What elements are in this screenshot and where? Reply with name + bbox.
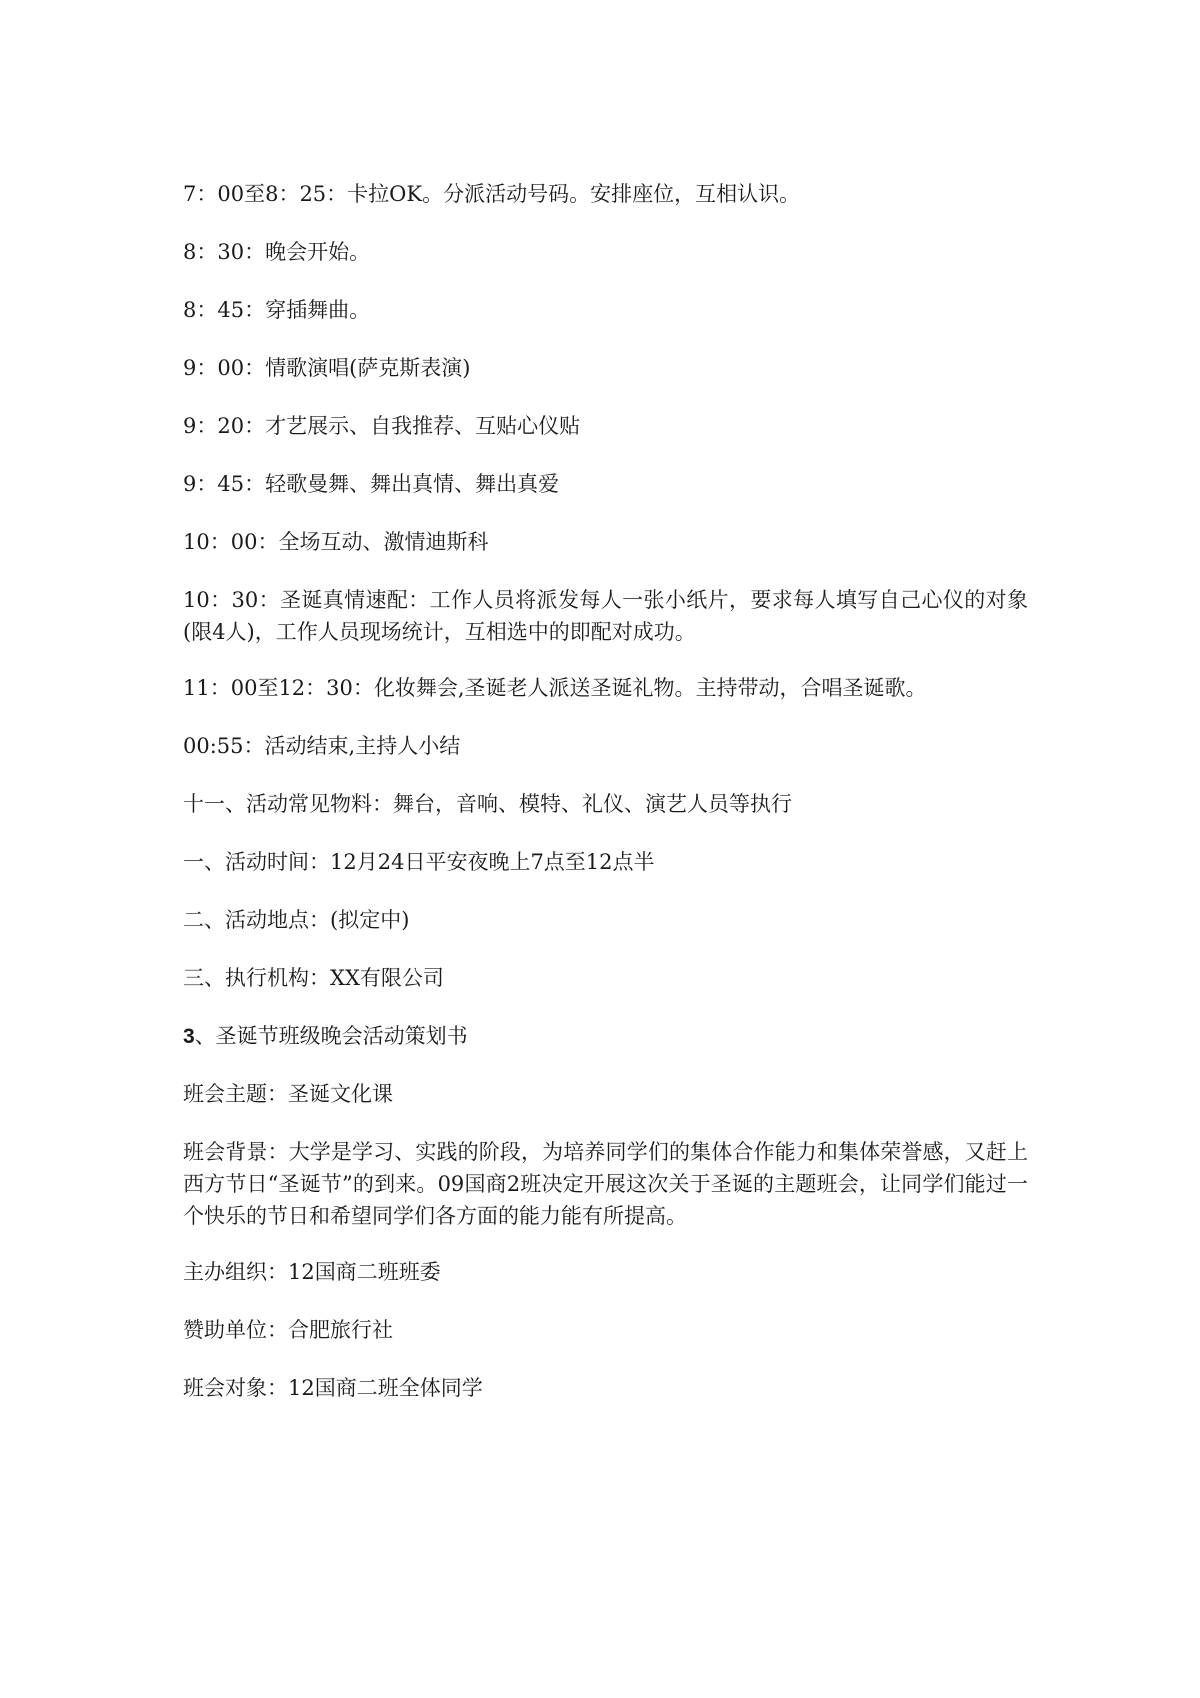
section-heading xyxy=(183,1020,1028,1053)
schedule-line-0830: 8：30：晚会开始。 xyxy=(183,240,371,264)
schedule-line-0700: 7：00至8：25：卡拉OK。分派活动号码。安排座位，互相认识。 xyxy=(183,182,801,206)
schedule-line-0055: 00:55：活动结束,主持人小结 xyxy=(183,734,461,758)
class-meeting-theme: 班会主题：圣诞文化课 xyxy=(183,1082,393,1106)
sponsor-line: 赞助单位：合肥旅行社 xyxy=(183,1318,393,1342)
section-title: 、圣诞节班级晚会活动策划书 xyxy=(194,1024,468,1048)
schedule-line-0845: 8：45：穿插舞曲。 xyxy=(183,298,371,322)
class-meeting-background: 班会背景：大学是学习、实践的阶段，为培养同学们的集体合作能力和集体荣誉感，又赶上西方节日“圣诞节”的到来。09国商2班决定开展这次关于圣诞的主题班会，让同学们能过一个快乐的节日和希望同学们各方面的能力能有所提高。 xyxy=(183,1140,1028,1228)
schedule-line-0945: 9：45：轻歌曼舞、舞出真情、舞出真爱 xyxy=(183,472,560,496)
schedule-line-0900: 9：00：情歌演唱(萨克斯表演) xyxy=(183,356,471,380)
schedule-line-0920: 9：20：才艺展示、自我推荐、互贴心仪贴 xyxy=(183,414,581,438)
schedule-line-1030: 10：30：圣诞真情速配：工作人员将派发每人一张小纸片，要求每人填写自己心仪的对象(限4人)，工作人员现场统计，互相选中的即配对成功。 xyxy=(183,588,1028,644)
activity-time-line: 一、活动时间：12月24日平安夜晚上7点至12点半 xyxy=(183,850,655,874)
materials-line: 十一、活动常见物料：舞台，音响、模特、礼仪、演艺人员等执行 xyxy=(183,792,792,816)
organizer-line: 主办组织：12国商二班班委 xyxy=(183,1260,441,1284)
audience-line: 班会对象：12国商二班全体同学 xyxy=(183,1376,483,1400)
section-number: 3 xyxy=(183,1025,195,1048)
activity-location-line: 二、活动地点：(拟定中) xyxy=(183,908,410,932)
schedule-line-1100: 11：00至12：30：化妆舞会,圣诞老人派送圣诞礼物。主持带动，合唱圣诞歌。 xyxy=(183,676,927,700)
schedule-line-1000: 10：00：全场互动、激情迪斯科 xyxy=(183,530,489,554)
executor-line: 三、执行机构：XX有限公司 xyxy=(183,966,444,990)
